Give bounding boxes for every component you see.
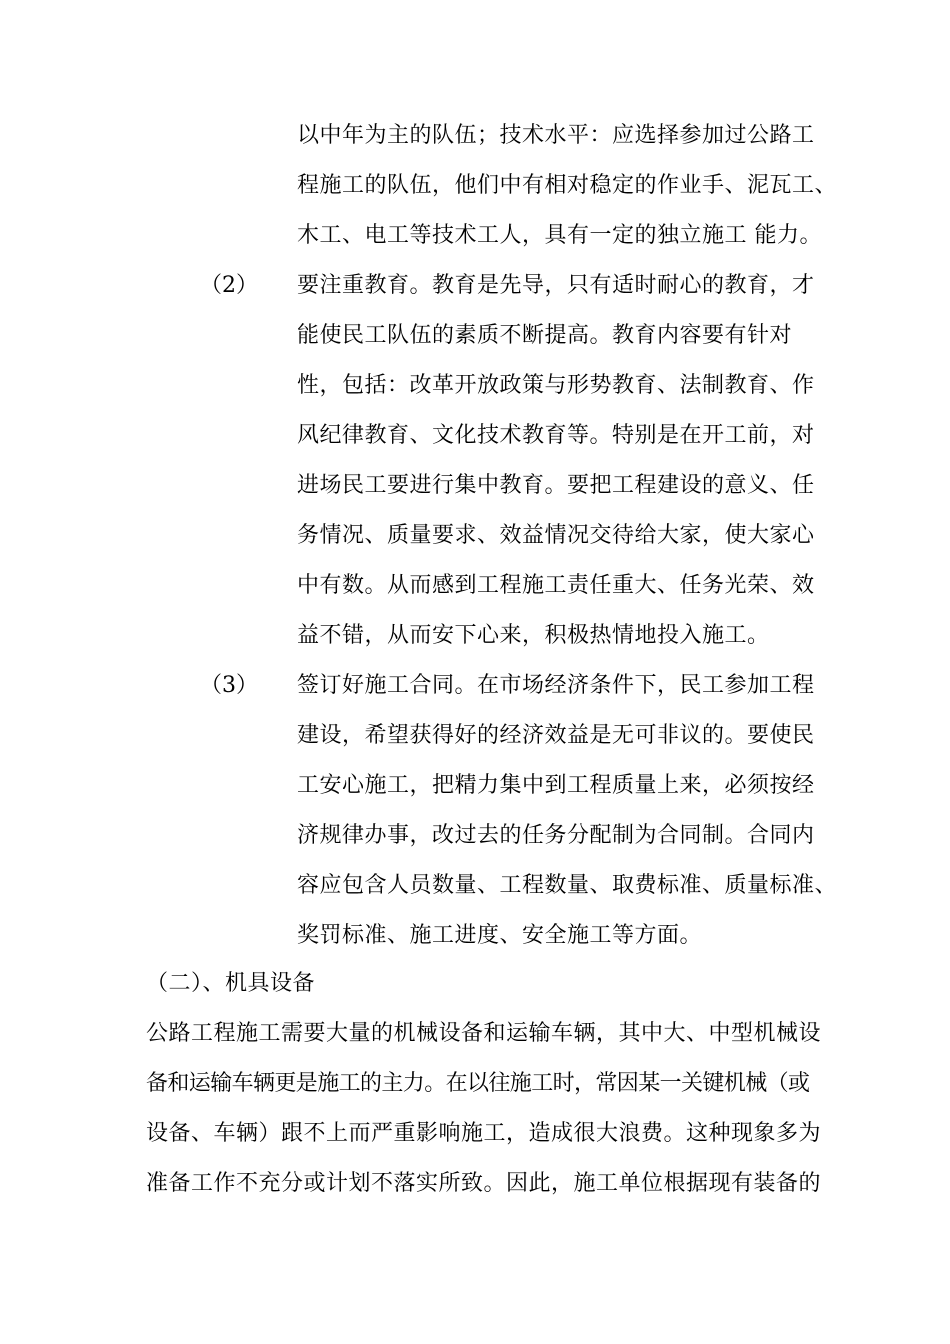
item2-line-3: 性，包括：改革开放政策与形势教育、法制教育、作 (297, 373, 815, 398)
item3-label: （3） (200, 673, 258, 698)
item2-line-4: 风纪律教育、文化技术教育等。特别是在开工前，对 (297, 423, 815, 448)
item2-line-1: 要注重教育。教育是先导，只有适时耐心的教育，才 (297, 273, 815, 298)
item1-line-2: 程施工的队伍，他们中有相对稳定的作业手、泥瓦工、 (297, 173, 838, 198)
item3-line-6: 奖罚标准、施工进度、安全施工等方面。 (297, 923, 703, 948)
section-heading: （二）、机具设备 (146, 971, 316, 996)
body-line-3: 设备、车辆）跟不上而严重影响施工，造成很大浪费。这种现象多为 (146, 1121, 822, 1146)
item3-line-4: 济规律办事，改过去的任务分配制为合同制。合同内 (297, 823, 815, 848)
item2-line-8: 益不错，从而安下心来，积极热情地投入施工。 (297, 623, 770, 648)
item3-line-2: 建设，希望获得好的经济效益是无可非议的。要使民 (297, 723, 815, 748)
item3-line-1: 签订好施工合同。在市场经济条件下，民工参加工程 (297, 673, 815, 698)
body-line-1: 公路工程施工需要大量的机械设备和运输车辆，其中大、中型机械设 (146, 1021, 822, 1046)
item2-line-2: 能使民工队伍的素质不断提高。教育内容要有针对 (297, 323, 793, 348)
item2-line-7: 中有数。从而感到工程施工责任重大、任务光荣、效 (297, 573, 815, 598)
item3-line-5: 容应包含人员数量、工程数量、取费标准、质量标准、 (297, 873, 838, 898)
body-line-2: 备和运输车辆更是施工的主力。在以往施工时，常因某一关键机械（或 (146, 1071, 810, 1096)
item1-line-1: 以中年为主的队伍；技术水平：应选择参加过公路工 (297, 123, 815, 148)
item3-line-3: 工安心施工，把精力集中到工程质量上来，必须按经 (297, 773, 815, 798)
item2-label: （2） (200, 273, 258, 298)
item1-line-3: 木工、电工等技术工人，具有一定的独立施工 能力。 (297, 223, 822, 248)
body-line-4: 准备工作不充分或计划不落实所致。因此，施工单位根据现有装备的 (146, 1171, 822, 1196)
item2-line-6: 务情况、质量要求、效益情况交待给大家，使大家心 (297, 523, 815, 548)
item2-line-5: 进场民工要进行集中教育。要把工程建设的意义、任 (297, 473, 815, 498)
